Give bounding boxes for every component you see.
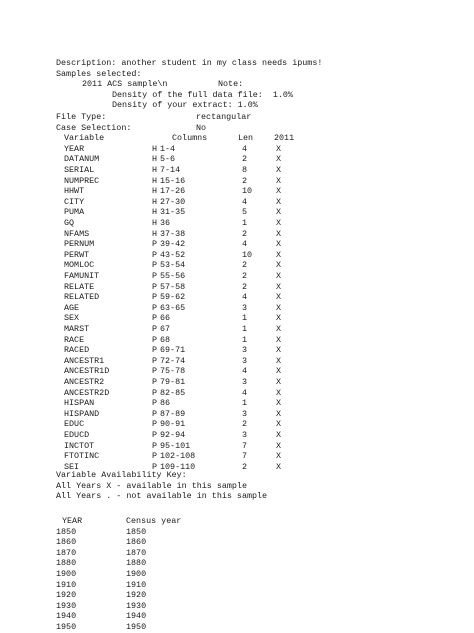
- variable-name: AGE: [64, 302, 80, 313]
- table-row: [0, 398, 474, 409]
- field-length: 3: [242, 377, 248, 387]
- case-selection-value: No: [196, 122, 207, 133]
- record-type: H: [152, 186, 158, 197]
- census-year-value: 1900: [126, 569, 147, 579]
- variable-name: FAMUNIT: [64, 271, 100, 281]
- table-row: [0, 207, 474, 218]
- availability-mark: X: [276, 196, 282, 207]
- column-range: 90-91: [160, 419, 186, 430]
- record-type: H: [152, 218, 158, 228]
- column-range: 27-30: [160, 196, 186, 207]
- record-type: P: [152, 366, 158, 377]
- column-range: 36: [160, 218, 171, 228]
- variable-name: FTOTINC: [64, 451, 100, 462]
- file-type-label: File Type:: [56, 112, 107, 122]
- variable-name: YEAR: [64, 143, 85, 154]
- record-type: P: [152, 345, 158, 356]
- record-type: P: [152, 271, 158, 281]
- table-row: [0, 601, 474, 612]
- column-range: 17-26: [160, 186, 186, 197]
- column-range: 69-71: [160, 345, 186, 356]
- column-range: 82-85: [160, 387, 186, 398]
- record-type: P: [152, 313, 158, 324]
- table-row: [0, 569, 474, 580]
- table-row: [0, 590, 474, 601]
- census-year-value: 1870: [126, 547, 147, 558]
- variable-name: EDUC: [64, 419, 85, 430]
- field-length: 2: [242, 175, 248, 186]
- record-type: P: [152, 430, 158, 440]
- variable-name: SEX: [64, 313, 80, 324]
- year-value: 1920: [56, 590, 77, 601]
- field-length: 3: [242, 345, 248, 356]
- year-value: 1940: [56, 611, 77, 622]
- variable-name: RELATE: [64, 281, 95, 292]
- variable-name: CITY: [64, 196, 85, 207]
- variable-name: PERWT: [64, 249, 90, 260]
- record-type: P: [152, 408, 158, 419]
- variable-name: DATANUM: [64, 154, 100, 165]
- field-length: 4: [242, 239, 248, 250]
- variable-name: ANCESTR1D: [64, 366, 110, 377]
- field-length: 1: [242, 334, 248, 345]
- availability-key-title: Variable Availability Key:: [56, 470, 187, 480]
- column-range: 92-94: [160, 430, 186, 440]
- field-length: 3: [242, 408, 248, 419]
- field-length: 2: [242, 281, 248, 292]
- availability-mark: X: [276, 239, 282, 250]
- record-type: H: [152, 196, 158, 207]
- availability-mark: X: [276, 313, 282, 324]
- table-row: [0, 451, 474, 462]
- table-row: [0, 186, 474, 197]
- field-length: 3: [242, 355, 248, 366]
- table-row: [0, 144, 474, 155]
- header-columns: Columns: [172, 133, 208, 144]
- availability-mark: X: [276, 218, 282, 228]
- variable-name: ANCESTR2D: [64, 387, 110, 398]
- variable-name: ANCESTR1: [64, 355, 105, 366]
- column-range: 79-81: [160, 377, 186, 387]
- census-year-value: 1850: [126, 526, 147, 537]
- record-type: H: [152, 165, 158, 175]
- table-row: [0, 303, 474, 314]
- year-value: 1870: [56, 547, 77, 558]
- availability-mark: X: [276, 207, 282, 218]
- table-row: [0, 271, 474, 282]
- availability-mark: X: [276, 345, 282, 356]
- table-row: [0, 419, 474, 430]
- variable-name: NFAMS: [64, 228, 90, 239]
- record-type: P: [152, 260, 158, 271]
- field-length: 4: [242, 292, 248, 303]
- field-length: 2: [242, 228, 248, 239]
- variable-name: SEI: [64, 461, 80, 472]
- variable-name: RELATED: [64, 292, 100, 303]
- variable-name: HISPAN: [64, 398, 95, 409]
- column-range: 53-54: [160, 260, 186, 271]
- table-row: [0, 548, 474, 559]
- field-length: 2: [242, 461, 248, 472]
- field-length: 4: [242, 387, 248, 398]
- column-range: 43-52: [160, 249, 186, 260]
- column-range: 67: [160, 324, 171, 334]
- availability-mark: X: [276, 451, 282, 462]
- variable-name: INCTOT: [64, 440, 95, 451]
- header-census-year: Census year: [126, 516, 182, 526]
- census-year-value: 1950: [126, 622, 147, 632]
- record-type: P: [152, 461, 158, 472]
- field-length: 2: [242, 271, 248, 281]
- table-row: [0, 409, 474, 420]
- year-value: 1880: [56, 558, 77, 569]
- table-row: [0, 250, 474, 261]
- record-type: P: [152, 377, 158, 387]
- year-value: 1900: [56, 569, 77, 579]
- availability-mark: X: [276, 377, 282, 387]
- table-row: [0, 441, 474, 452]
- column-range: 7-14: [160, 165, 181, 175]
- column-range: 68: [160, 334, 171, 345]
- field-length: 1: [242, 218, 248, 228]
- table-row: [0, 292, 474, 303]
- availability-mark: X: [276, 281, 282, 292]
- table-row: [0, 366, 474, 377]
- column-range: 109-110: [160, 461, 196, 472]
- field-length: 3: [242, 430, 248, 440]
- table-row: [0, 282, 474, 293]
- census-year-value: 1910: [126, 579, 147, 590]
- record-type: P: [152, 440, 158, 451]
- availability-mark: X: [276, 249, 282, 260]
- year-value: 1850: [56, 526, 77, 537]
- column-range: 95-101: [160, 440, 191, 451]
- field-length: 1: [242, 324, 248, 334]
- record-type: P: [152, 398, 158, 409]
- field-length: 2: [242, 419, 248, 430]
- table-row: [0, 165, 474, 176]
- record-type: P: [152, 419, 158, 430]
- column-range: 39-42: [160, 239, 186, 250]
- column-range: 75-78: [160, 366, 186, 377]
- table-row: [0, 239, 474, 250]
- record-type: P: [152, 292, 158, 303]
- field-length: 5: [242, 207, 248, 218]
- record-type: P: [152, 302, 158, 313]
- record-type: H: [152, 154, 158, 165]
- availability-mark: X: [276, 387, 282, 398]
- table-row: [0, 335, 474, 346]
- field-length: 4: [242, 366, 248, 377]
- header-sample-2011: 2011: [274, 133, 295, 144]
- availability-mark: X: [276, 430, 282, 440]
- record-type: P: [152, 324, 158, 334]
- header-year: YEAR: [62, 516, 83, 526]
- record-type: P: [152, 334, 158, 345]
- column-range: 15-16: [160, 175, 186, 186]
- field-length: 1: [242, 313, 248, 324]
- header-len: Len: [238, 133, 254, 144]
- field-length: 7: [242, 451, 248, 462]
- availability-mark: X: [276, 143, 282, 154]
- table-row: [0, 260, 474, 271]
- column-range: 72-74: [160, 355, 186, 366]
- census-year-value: 1940: [126, 611, 147, 622]
- availability-key-available: All Years X - available in this sample: [56, 480, 247, 491]
- table-row: [0, 356, 474, 367]
- field-length: 8: [242, 165, 248, 175]
- availability-mark: X: [276, 334, 282, 345]
- table-row: [0, 229, 474, 240]
- availability-mark: X: [276, 271, 282, 281]
- field-length: 3: [242, 302, 248, 313]
- table-row: [0, 377, 474, 388]
- field-length: 10: [242, 186, 253, 197]
- record-type: H: [152, 175, 158, 186]
- availability-mark: X: [276, 292, 282, 303]
- record-type: P: [152, 249, 158, 260]
- density-extract-line: Density of your extract: 1.0%: [112, 100, 258, 111]
- table-row: [0, 622, 474, 633]
- field-length: 4: [242, 143, 248, 154]
- census-year-value: 1930: [126, 600, 147, 611]
- variable-name: MOMLOC: [64, 260, 95, 271]
- note-label: Note:: [218, 79, 244, 90]
- variable-name: RACE: [64, 334, 85, 345]
- variable-name: EDUCD: [64, 430, 90, 440]
- table-row: [0, 558, 474, 569]
- table-row: [0, 527, 474, 538]
- variable-name: MARST: [64, 324, 90, 334]
- census-year-value: 1920: [126, 590, 147, 601]
- description-line: Description: another student in my class needs ipums!: [56, 58, 323, 68]
- availability-mark: X: [276, 186, 282, 197]
- field-length: 2: [242, 154, 248, 165]
- record-type: H: [152, 228, 158, 239]
- availability-mark: X: [276, 154, 282, 165]
- record-type: P: [152, 355, 158, 366]
- year-value: 1910: [56, 579, 77, 590]
- availability-mark: X: [276, 175, 282, 186]
- availability-mark: X: [276, 228, 282, 239]
- table-row: [0, 345, 474, 356]
- table-row: [0, 388, 474, 399]
- year-value: 1930: [56, 600, 77, 611]
- record-type: H: [152, 207, 158, 218]
- record-type: P: [152, 387, 158, 398]
- record-type: H: [152, 143, 158, 154]
- availability-mark: X: [276, 324, 282, 334]
- field-length: 4: [242, 196, 248, 207]
- column-range: 86: [160, 398, 171, 409]
- availability-mark: X: [276, 302, 282, 313]
- table-row: [0, 313, 474, 324]
- samples-selected-label: Samples selected:: [56, 68, 142, 79]
- availability-mark: X: [276, 355, 282, 366]
- field-length: 7: [242, 440, 248, 451]
- year-value: 1950: [56, 622, 77, 632]
- column-range: 87-89: [160, 408, 186, 419]
- column-range: 1-4: [160, 143, 176, 154]
- case-selection-label: Case Selection:: [56, 122, 132, 133]
- column-range: 66: [160, 313, 171, 324]
- availability-key-not-available: All Years . - not available in this sample: [56, 491, 268, 502]
- column-range: 37-38: [160, 228, 186, 239]
- field-length: 10: [242, 249, 253, 260]
- table-row: [0, 537, 474, 548]
- table-row: [0, 324, 474, 335]
- variable-name: PUMA: [64, 207, 85, 218]
- column-range: 59-62: [160, 292, 186, 303]
- field-length: 2: [242, 260, 248, 271]
- column-range: 57-58: [160, 281, 186, 292]
- availability-mark: X: [276, 398, 282, 409]
- census-year-value: 1880: [126, 558, 147, 569]
- column-range: 102-108: [160, 451, 196, 462]
- availability-mark: X: [276, 419, 282, 430]
- column-range: 31-35: [160, 207, 186, 218]
- sample-line: 2011 ACS sample\n: [82, 79, 168, 90]
- availability-mark: X: [276, 440, 282, 451]
- variable-name: NUMPREC: [64, 175, 100, 186]
- table-row: [0, 197, 474, 208]
- variable-name: SERIAL: [64, 165, 95, 175]
- record-type: P: [152, 451, 158, 462]
- variable-name: ANCESTR2: [64, 377, 105, 387]
- table-row: [0, 218, 474, 229]
- availability-mark: X: [276, 461, 282, 472]
- table-row: [0, 176, 474, 187]
- table-row: [0, 154, 474, 165]
- variable-name: GQ: [64, 218, 75, 228]
- column-range: 5-6: [160, 154, 176, 165]
- variable-name: HISPAND: [64, 408, 100, 419]
- record-type: P: [152, 239, 158, 250]
- availability-mark: X: [276, 260, 282, 271]
- variable-name: PERNUM: [64, 239, 95, 250]
- record-type: P: [152, 281, 158, 292]
- column-range: 63-65: [160, 302, 186, 313]
- year-header-row: [0, 516, 474, 527]
- variables-header-row: [0, 133, 474, 144]
- column-range: 55-56: [160, 271, 186, 281]
- availability-mark: X: [276, 408, 282, 419]
- table-row: [0, 430, 474, 441]
- table-row: [0, 580, 474, 591]
- density-full-line: Density of the full data file: 1.0%: [112, 89, 293, 100]
- header-variable: Variable: [64, 133, 105, 144]
- availability-mark: X: [276, 366, 282, 377]
- variable-name: HHWT: [64, 186, 85, 197]
- census-year-value: 1860: [126, 537, 147, 548]
- variable-name: RACED: [64, 345, 90, 356]
- field-length: 1: [242, 398, 248, 409]
- year-value: 1860: [56, 537, 77, 548]
- availability-mark: X: [276, 165, 282, 175]
- file-type-value: rectangular: [196, 112, 252, 122]
